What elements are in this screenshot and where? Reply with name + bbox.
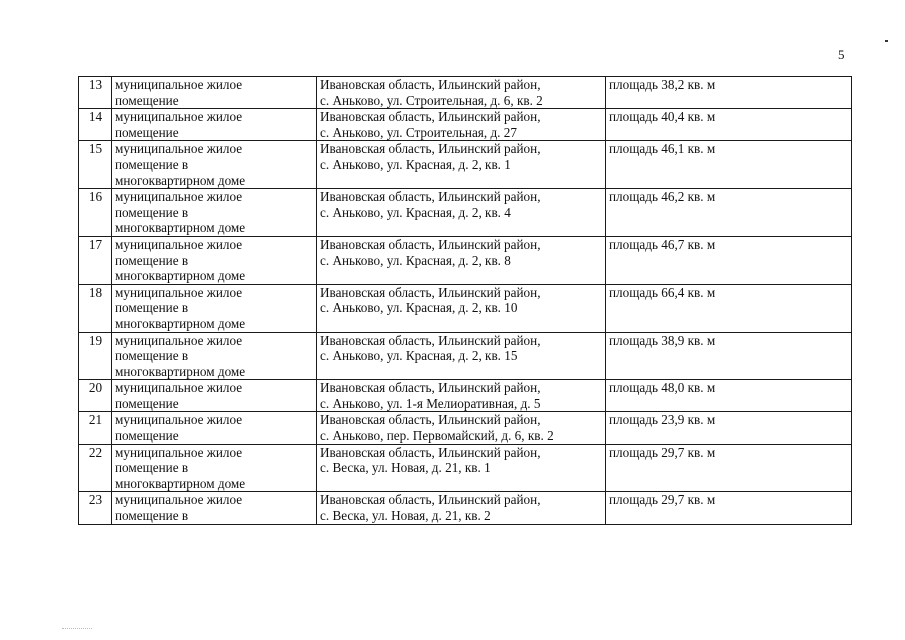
table-row xyxy=(79,236,852,284)
table-row xyxy=(79,332,852,380)
property-area: площадь 29,7 кв. м xyxy=(606,444,852,492)
property-address: Ивановская область, Ильинский район, с. Аньково, ул. Строительная, д. 27 xyxy=(317,109,606,141)
row-number: 19 xyxy=(79,332,112,380)
property-address: Ивановская область, Ильинский район, с. Веска, ул. Новая, д. 21, кв. 2 xyxy=(317,492,606,524)
property-address: Ивановская область, Ильинский район, с. Аньково, ул. Красная, д. 2, кв. 15 xyxy=(317,332,606,380)
property-type: муниципальное жилое помещение в многоквартирном доме xyxy=(112,236,317,284)
property-type: муниципальное жилое помещение xyxy=(112,412,317,444)
property-type: муниципальное жилое помещение xyxy=(112,109,317,141)
property-address: Ивановская область, Ильинский район, с. Аньково, ул. Красная, д. 2, кв. 1 xyxy=(317,141,606,189)
property-area: площадь 46,1 кв. м xyxy=(606,141,852,189)
registry-table-body xyxy=(79,77,852,525)
scan-artifact xyxy=(62,628,92,630)
property-address: Ивановская область, Ильинский район, с. Аньково, ул. Красная, д. 2, кв. 8 xyxy=(317,236,606,284)
property-type: муниципальное жилое помещение в многоквартирном доме xyxy=(112,444,317,492)
property-area: площадь 38,2 кв. м xyxy=(606,77,852,109)
scan-speck xyxy=(885,40,888,42)
table-row xyxy=(79,412,852,444)
row-number: 20 xyxy=(79,380,112,412)
row-number: 13 xyxy=(79,77,112,109)
property-registry-table xyxy=(78,76,852,525)
property-area: площадь 29,7 кв. м xyxy=(606,492,852,524)
property-address: Ивановская область, Ильинский район, с. Аньково, ул. Красная, д. 2, кв. 4 xyxy=(317,189,606,237)
property-address: Ивановская область, Ильинский район, с. Аньково, ул. 1-я Мелиоративная, д. 5 xyxy=(317,380,606,412)
property-area: площадь 38,9 кв. м xyxy=(606,332,852,380)
property-address: Ивановская область, Ильинский район, с. Веска, ул. Новая, д. 21, кв. 1 xyxy=(317,444,606,492)
property-area: площадь 23,9 кв. м xyxy=(606,412,852,444)
property-type: муниципальное жилое помещение в многоквартирном доме xyxy=(112,332,317,380)
property-address: Ивановская область, Ильинский район, с. Аньково, пер. Первомайский, д. 6, кв. 2 xyxy=(317,412,606,444)
row-number: 17 xyxy=(79,236,112,284)
property-type: муниципальное жилое помещение в многоквартирном доме xyxy=(112,189,317,237)
property-area: площадь 48,0 кв. м xyxy=(606,380,852,412)
row-number: 16 xyxy=(79,189,112,237)
page-number: 5 xyxy=(838,47,845,62)
row-number: 18 xyxy=(79,284,112,332)
property-area: площадь 46,7 кв. м xyxy=(606,236,852,284)
property-type: муниципальное жилое помещение xyxy=(112,77,317,109)
table-row xyxy=(79,141,852,189)
row-number: 22 xyxy=(79,444,112,492)
table-row xyxy=(79,492,852,524)
property-type: муниципальное жилое помещение в многоквартирном доме xyxy=(112,284,317,332)
property-area: площадь 66,4 кв. м xyxy=(606,284,852,332)
property-type: муниципальное жилое помещение в xyxy=(112,492,317,524)
row-number: 21 xyxy=(79,412,112,444)
property-address: Ивановская область, Ильинский район, с. Аньково, ул. Красная, д. 2, кв. 10 xyxy=(317,284,606,332)
property-area: площадь 46,2 кв. м xyxy=(606,189,852,237)
table-row xyxy=(79,444,852,492)
row-number: 15 xyxy=(79,141,112,189)
table-row xyxy=(79,189,852,237)
property-address: Ивановская область, Ильинский район, с. Аньково, ул. Строительная, д. 6, кв. 2 xyxy=(317,77,606,109)
table-row xyxy=(79,284,852,332)
table-row xyxy=(79,109,852,141)
property-type: муниципальное жилое помещение в многоквартирном доме xyxy=(112,141,317,189)
property-area: площадь 40,4 кв. м xyxy=(606,109,852,141)
property-type: муниципальное жилое помещение xyxy=(112,380,317,412)
table-row xyxy=(79,77,852,109)
table-row xyxy=(79,380,852,412)
row-number: 23 xyxy=(79,492,112,524)
row-number: 14 xyxy=(79,109,112,141)
